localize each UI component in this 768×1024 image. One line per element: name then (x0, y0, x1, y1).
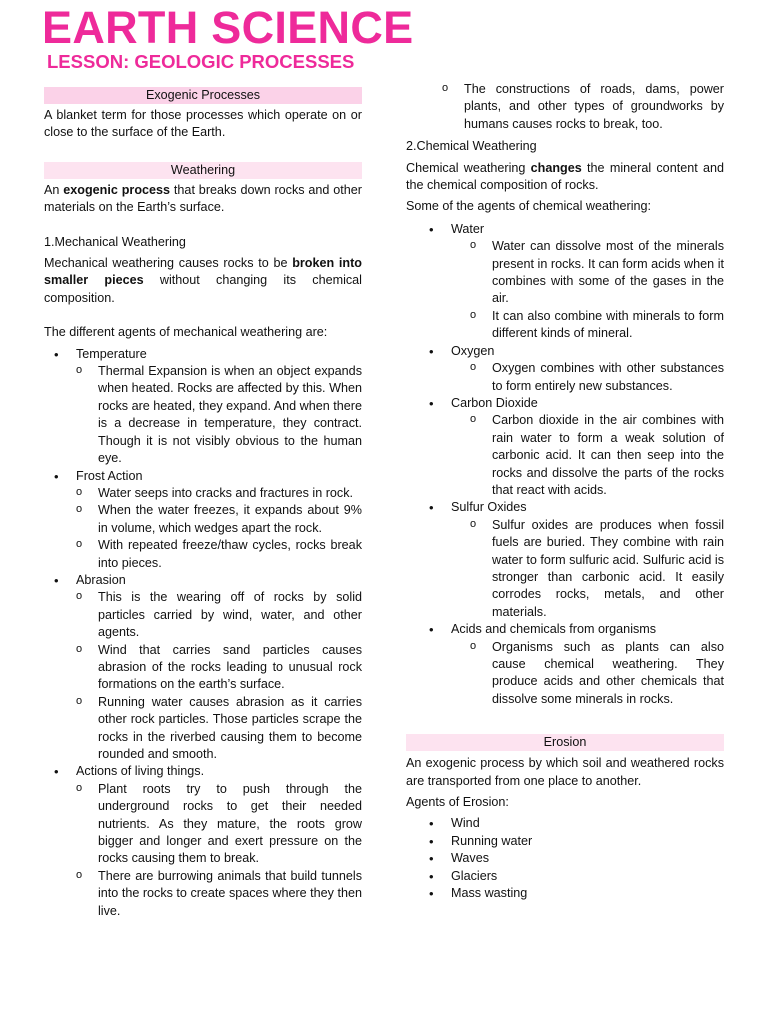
list-item: o Water can dissolve most of the minerals present in rocks. It can form acids when it combines with some of the gases in the air. (465, 238, 724, 308)
list-item: o Thermal Expansion is when an object expands when heated. Rocks are affected by this. When rocks are heated, they expand. And when there is a decrease in temperature, they contract. Though it is not visibly obvious to the human eye. (71, 363, 362, 467)
chemical-body: Chemical weathering changes the mineral content and the chemical composition of rocks. (406, 160, 724, 193)
list-item: • Running water (419, 833, 724, 850)
list-item: • Glaciers (419, 868, 724, 885)
chemical-heading: 2.Chemical Weathering (406, 139, 537, 154)
lesson-title: LESSON: GEOLOGIC PROCESSES (47, 51, 355, 72)
left-column (44, 87, 362, 920)
right-column (406, 81, 724, 902)
list-item: o Sulfur oxides are produces when fossil fuels are buried. They combine with rain water to form sulfuric acid. Sulfuric acid is stronger than carbonic acid. It easily corrodes rocks, metals, and other materials. (465, 517, 724, 621)
list-item: • Temperature o Thermal Expansion is when an object expands when heated. Rocks are affected by this. When rocks are heated, they expand. And when there is a decrease in temperature, they contract. Though it is not visibly obvious to the human eye. (44, 346, 362, 468)
weathering-heading: Weathering (44, 162, 362, 179)
chemical-agents-list (419, 221, 724, 708)
list-item: • Water o Water can dissolve most of the minerals present in rocks. It can form acids when it combines with some of the gases in the air. o It can also combine with minerals to form different kinds of mineral. (419, 221, 724, 343)
list-item: o Organisms such as plants can also cause chemical weathering. They produce acids and other chemicals that dissolve some minerals in rocks. (465, 639, 724, 709)
list-item: o Plant roots try to push through the underground rocks to get their needed nutrients. As they mature, the roots grow bigger and longer and exert pressure on the rocks causing them to break. (71, 781, 362, 868)
list-item: o There are burrowing animals that build tunnels into the rocks to create spaces where they then live. (71, 868, 362, 920)
mechanical-heading: 1.Mechanical Weathering (44, 234, 186, 249)
erosion-agents-intro: Agents of Erosion: (406, 795, 509, 810)
erosion-heading: Erosion (406, 734, 724, 751)
list-item: • Mass wasting (419, 885, 724, 902)
weathering-body: An exogenic process that breaks down rocks and other materials on the Earth’s surface. (44, 182, 363, 215)
list-item: • Acids and chemicals from organisms o Organisms such as plants can also cause chemical weathering. They produce acids and other chemicals that dissolve some minerals in rocks. (419, 621, 724, 708)
list-item: • Wind (419, 815, 724, 832)
list-item: • Waves (419, 850, 724, 867)
list-item: o When the water freezes, it expands about 9% in volume, which wedges apart the rock. (71, 502, 362, 537)
erosion-agents-list (419, 815, 724, 902)
list-item: o The constructions of roads, dams, power plants, and other types of groundworks by humans causes rocks to break, too. (437, 81, 724, 133)
list-item: o Oxygen combines with other substances to form entirely new substances. (465, 360, 724, 395)
page-title: EARTH SCIENCE (42, 2, 414, 53)
list-item: o With repeated freeze/thaw cycles, rocks break into pieces. (71, 537, 362, 572)
list-item: • Carbon Dioxide o Carbon dioxide in the air combines with rain water to form a weak solution of carbonic acid. It can then seep into the rocks and dissolve the parts of the rocks that react with acids. (419, 395, 724, 499)
list-item: • Abrasion o This is the wearing off of rocks by solid particles carried by wind, water, and other agents. o Wind that carries sand particles causes abrasion of the rocks leading to unusual rock formations on the earth’s surface. o Running water causes abrasion as it carries other rock particles. Those particles scrape the rocks in the riverbed causing them to become rounded and smooth. (44, 572, 362, 763)
mechanical-agents-intro: The different agents of mechanical weathering are: (44, 325, 328, 340)
list-item: • Frost Action o Water seeps into cracks and fractures in rock. o When the water freezes, it expands about 9% in volume, which wedges apart the rock. o With repeated freeze/thaw cycles, rocks break into pieces. (44, 468, 362, 572)
list-item: o Wind that carries sand particles causes abrasion of the rocks leading to unusual rock formations on the earth’s surface. (71, 642, 362, 694)
list-item: o Water seeps into cracks and fractures in rock. (71, 485, 362, 502)
list-item: • Sulfur Oxides o Sulfur oxides are produces when fossil fuels are buried. They combine with rain water to form sulfuric acid. Sulfuric acid is stronger than carbonic acid. It easily corrodes rocks, metals, and other materials. (419, 499, 724, 621)
list-item: • Actions of living things. o Plant roots try to push through the underground rocks to get their needed nutrients. As they mature, the roots grow bigger and longer and exert pressure on the rocks causing them to break. o There are burrowing animals that build tunnels into the rocks to create spaces where they then live. (44, 763, 362, 920)
list-item: o It can also combine with minerals to form different kinds of mineral. (465, 308, 724, 343)
list-item: o Running water causes abrasion as it carries other rock particles. Those particles scrape the rocks in the riverbed causing them to become rounded and smooth. (71, 694, 362, 764)
mechanical-continued-list (437, 81, 724, 133)
exogenic-heading: Exogenic Processes (44, 87, 362, 104)
erosion-body: An exogenic process by which soil and weathered rocks are transported from one place to another. (406, 756, 724, 788)
list-item: o Carbon dioxide in the air combines with rain water to form a weak solution of carbonic acid. It can then seep into the rocks and dissolve the parts of the rocks that react with acids. (465, 412, 724, 499)
mechanical-agents-list (44, 346, 362, 920)
mechanical-body: Mechanical weathering causes rocks to be broken into smaller pieces without changing its chemical composition. (44, 256, 362, 305)
list-item: o This is the wearing off of rocks by solid particles carried by wind, water, and other agents. (71, 589, 362, 641)
list-item: • Oxygen o Oxygen combines with other substances to form entirely new substances. (419, 343, 724, 395)
chemical-agents-intro: Some of the agents of chemical weathering: (406, 199, 652, 214)
exogenic-body: A blanket term for those processes which operate on or close to the surface of the Earth. (44, 108, 362, 140)
